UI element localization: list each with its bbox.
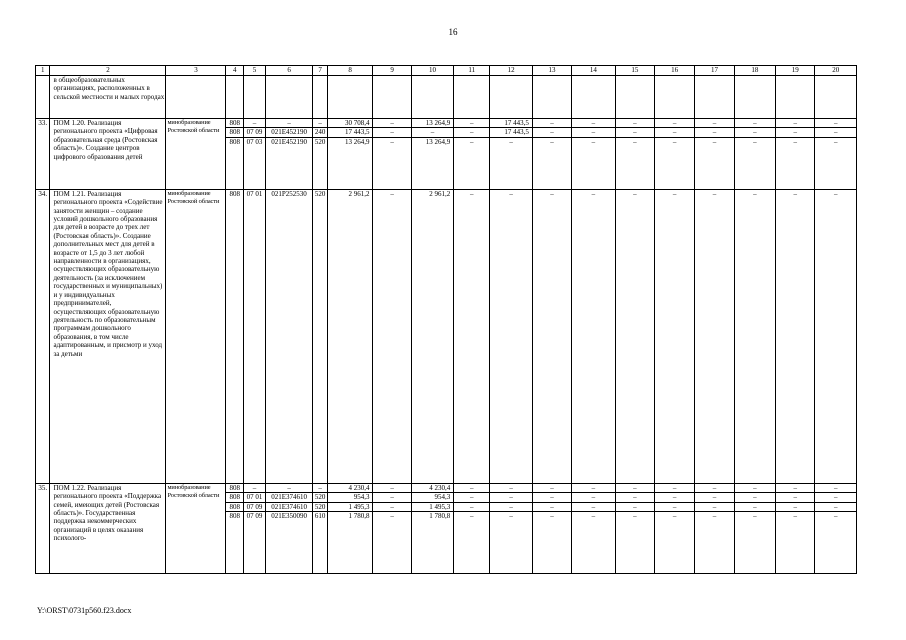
value-cell: 808 xyxy=(226,493,244,502)
value-cell: – xyxy=(776,493,815,502)
value-cell: 07 09 xyxy=(244,512,266,574)
value-cell: – xyxy=(776,512,815,574)
value-cell: 1 495,3 xyxy=(411,502,453,511)
value-cell: – xyxy=(654,493,694,502)
value-cell: – xyxy=(490,137,532,189)
value-cell: – xyxy=(490,512,532,574)
value-cell: – xyxy=(734,119,775,128)
value-cell: – xyxy=(373,119,411,128)
row-number: 34. xyxy=(36,189,50,483)
column-number: 8 xyxy=(327,66,373,76)
value-cell: – xyxy=(695,189,734,483)
empty-cell xyxy=(815,76,857,119)
value-cell: – xyxy=(654,128,694,137)
value-cell: 520 xyxy=(313,137,327,189)
empty-cell xyxy=(776,76,815,119)
value-cell: – xyxy=(615,119,654,128)
empty-cell xyxy=(572,76,615,119)
value-cell: – xyxy=(734,502,775,511)
value-cell: – xyxy=(454,137,490,189)
value-cell: – xyxy=(454,128,490,137)
value-cell: – xyxy=(572,137,615,189)
value-cell: – xyxy=(654,502,694,511)
value-cell: 808 xyxy=(226,119,244,128)
empty-cell xyxy=(411,76,453,119)
value-cell: 021E350090 xyxy=(265,512,313,574)
value-cell: 1 780,8 xyxy=(411,512,453,574)
column-number: 10 xyxy=(411,66,453,76)
value-cell: 07 01 xyxy=(244,189,266,483)
value-cell: – xyxy=(776,119,815,128)
value-cell: – xyxy=(373,502,411,511)
value-cell: – xyxy=(776,137,815,189)
value-cell: – xyxy=(695,512,734,574)
empty-cell xyxy=(265,76,313,119)
column-number: 19 xyxy=(776,66,815,76)
empty-cell xyxy=(373,76,411,119)
value-cell: 954,3 xyxy=(327,493,373,502)
empty-cell xyxy=(654,76,694,119)
value-cell: – xyxy=(572,128,615,137)
value-cell: 520 xyxy=(314,502,326,511)
value-cell: 954,3 xyxy=(411,493,453,502)
value-cell: – xyxy=(532,189,571,483)
empty-cell xyxy=(490,76,532,119)
value-cell: 17 443,5 xyxy=(327,128,373,137)
table-row xyxy=(36,119,857,128)
value-cell: 07 03 xyxy=(244,137,266,189)
budget-table xyxy=(35,65,857,574)
value-cell: – xyxy=(815,137,857,189)
value-cell: – xyxy=(373,493,411,502)
column-number-row xyxy=(36,66,857,76)
value-cell: – xyxy=(572,512,615,574)
measure-name: ПОМ 1.22. Реализация регионального проекта «Поддержка семей, имеющих детей (Ростовская область)». Государственная поддержка некоммерческих организаций в целях оказания психолого- xyxy=(50,483,166,573)
value-cell: 30 708,4 xyxy=(327,119,373,128)
value-cell: – xyxy=(734,128,775,137)
value-cell: 17 443,5 xyxy=(490,128,532,137)
value-cell: – xyxy=(572,483,615,492)
column-number: 18 xyxy=(734,66,775,76)
row-number-cell xyxy=(36,76,50,119)
page-number: 16 xyxy=(448,27,458,37)
value-cell: – xyxy=(572,502,615,511)
value-cell: – xyxy=(695,137,734,189)
value-cell: 021E374610 xyxy=(265,502,313,511)
value-cell: – xyxy=(734,189,775,483)
value-cell: – xyxy=(615,483,654,492)
executor: минобразование Ростовской области xyxy=(166,189,226,483)
value-cell: – xyxy=(313,483,327,492)
column-number: 5 xyxy=(244,66,266,76)
value-cell: 021E452190 xyxy=(265,128,313,137)
value-cell: – xyxy=(776,502,815,511)
measure-name: в общеобразовательных организациях, расположенных в сельской местности и малых городах xyxy=(50,76,166,119)
executor: минобразование Ростовской области xyxy=(166,483,226,573)
file-path-footer: Y:\ORST\0731p560.f23.docx xyxy=(37,606,132,615)
value-cell: 240 xyxy=(314,128,326,137)
measure-name: ПОМ 1.20. Реализация регионального проекта «Цифровая образовательная среда (Ростовская область)». Создание центров цифрового образования детей xyxy=(50,119,166,190)
value-cell: 610 xyxy=(313,512,327,574)
value-cell: – xyxy=(615,493,654,502)
value-cell: – xyxy=(373,128,411,137)
value-cell: – xyxy=(776,483,815,492)
value-cell: 808 xyxy=(226,483,244,492)
value-cell: – xyxy=(265,483,313,492)
column-number: 14 xyxy=(572,66,615,76)
value-cell: – xyxy=(313,119,327,128)
value-cell: 520 xyxy=(313,189,327,483)
value-cell: 07 09 xyxy=(244,128,266,137)
value-cell: – xyxy=(490,189,532,483)
column-number: 9 xyxy=(373,66,411,76)
value-cell: – xyxy=(815,502,857,511)
empty-cell xyxy=(327,76,373,119)
column-number: 15 xyxy=(615,66,654,76)
value-cell: – xyxy=(734,493,775,502)
value-cell: – xyxy=(572,493,615,502)
value-cell: – xyxy=(695,493,734,502)
value-cell: – xyxy=(734,483,775,492)
value-cell: – xyxy=(454,189,490,483)
value-cell: – xyxy=(373,137,411,189)
empty-cell xyxy=(532,76,571,119)
value-cell: – xyxy=(815,119,857,128)
value-cell: – xyxy=(654,189,694,483)
value-cell: – xyxy=(734,137,775,189)
value-cell: – xyxy=(815,512,857,574)
column-number: 1 xyxy=(36,66,50,76)
value-cell: 13 264,9 xyxy=(327,137,373,189)
value-cell: – xyxy=(654,119,694,128)
value-cell: – xyxy=(695,128,734,137)
value-cell: – xyxy=(454,512,490,574)
value-cell: – xyxy=(615,512,654,574)
value-cell: – xyxy=(532,128,571,137)
column-number: 3 xyxy=(166,66,226,76)
value-cell: – xyxy=(776,128,815,137)
value-cell: – xyxy=(265,119,313,128)
value-cell: – xyxy=(654,137,694,189)
value-cell: – xyxy=(615,137,654,189)
value-cell: – xyxy=(373,483,411,492)
executor: минобразование Ростовской области xyxy=(166,119,226,190)
empty-cell xyxy=(695,76,734,119)
value-cell: 808 xyxy=(226,512,244,574)
value-cell: – xyxy=(454,493,490,502)
value-cell: – xyxy=(454,119,490,128)
value-cell: – xyxy=(695,483,734,492)
value-cell: – xyxy=(572,189,615,483)
value-cell: – xyxy=(490,493,532,502)
column-number: 13 xyxy=(532,66,571,76)
empty-cell xyxy=(226,76,244,119)
value-cell: 808 xyxy=(226,502,244,511)
value-cell: – xyxy=(572,119,615,128)
continuation-row xyxy=(36,76,857,119)
empty-cell xyxy=(615,76,654,119)
value-cell: – xyxy=(615,189,654,483)
column-number: 4 xyxy=(226,66,244,76)
value-cell: – xyxy=(454,483,490,492)
value-cell: 2 961,2 xyxy=(327,189,373,483)
value-cell: 4 230,4 xyxy=(411,483,453,492)
value-cell: – xyxy=(815,189,857,483)
value-cell: 13 264,9 xyxy=(411,119,453,128)
value-cell: – xyxy=(532,493,571,502)
value-cell: 021P252530 xyxy=(265,189,313,483)
value-cell: – xyxy=(244,483,266,492)
value-cell: – xyxy=(411,128,453,137)
column-number: 20 xyxy=(815,66,857,76)
column-number: 2 xyxy=(50,66,166,76)
empty-cell xyxy=(313,76,327,119)
value-cell: 520 xyxy=(314,493,326,502)
value-cell: 13 264,9 xyxy=(411,137,453,189)
value-cell: – xyxy=(695,502,734,511)
value-cell: – xyxy=(373,512,411,574)
value-cell: – xyxy=(532,512,571,574)
value-cell: – xyxy=(815,493,857,502)
value-cell: – xyxy=(373,189,411,483)
value-cell: – xyxy=(815,483,857,492)
value-cell: 021E374610 xyxy=(265,493,313,502)
table-row xyxy=(36,483,857,492)
table-row xyxy=(36,189,857,483)
value-cell: 1 780,8 xyxy=(327,512,373,574)
empty-cell xyxy=(454,76,490,119)
measure-name: ПОМ 1.21. Реализация регионального проекта «Содействие занятости женщин – создание условий дошкольного образования для детей в возрасте до трех лет (Ростовская область)». Создание дополнительных мест для детей в возрасте от 1,5 до 3 лет любой направленности в организациях, осуществляющих образовательную деятельность (за исключением государственных и муниципальных) и у индивидуальных предпринимателей, осуществляющих образовательную деятельность по образовательным программам дошкольного образования, в том числе адаптированным, и присмотр и уход за детьми xyxy=(50,189,166,483)
value-cell: – xyxy=(490,502,532,511)
value-cell: – xyxy=(776,189,815,483)
value-cell: 021E452190 xyxy=(265,137,313,189)
column-number: 17 xyxy=(695,66,734,76)
value-cell: – xyxy=(815,128,857,137)
value-cell: – xyxy=(615,502,654,511)
value-cell: – xyxy=(532,502,571,511)
value-cell: 07 01 xyxy=(244,493,266,502)
value-cell: – xyxy=(654,512,694,574)
value-cell: 4 230,4 xyxy=(327,483,373,492)
value-cell: – xyxy=(695,119,734,128)
value-cell: – xyxy=(654,483,694,492)
column-number: 7 xyxy=(313,66,327,76)
row-number: 33. xyxy=(36,119,50,190)
column-number: 16 xyxy=(654,66,694,76)
value-cell: – xyxy=(454,502,490,511)
value-cell: 2 961,2 xyxy=(411,189,453,483)
empty-cell xyxy=(244,76,266,119)
value-cell: – xyxy=(615,128,654,137)
value-cell: – xyxy=(490,483,532,492)
value-cell: – xyxy=(532,137,571,189)
value-cell: 808 xyxy=(226,189,244,483)
column-number: 12 xyxy=(490,66,532,76)
column-number: 6 xyxy=(265,66,313,76)
value-cell: 07 09 xyxy=(244,502,266,511)
column-number: 11 xyxy=(454,66,490,76)
value-cell: – xyxy=(532,483,571,492)
value-cell: – xyxy=(532,119,571,128)
value-cell: 808 xyxy=(226,128,244,137)
value-cell: – xyxy=(734,512,775,574)
value-cell: 1 495,3 xyxy=(327,502,373,511)
empty-cell xyxy=(166,76,226,119)
empty-cell xyxy=(734,76,775,119)
value-cell: – xyxy=(244,119,266,128)
value-cell: 17 443,5 xyxy=(490,119,532,128)
value-cell: 808 xyxy=(226,137,244,189)
row-number: 35. xyxy=(36,483,50,573)
